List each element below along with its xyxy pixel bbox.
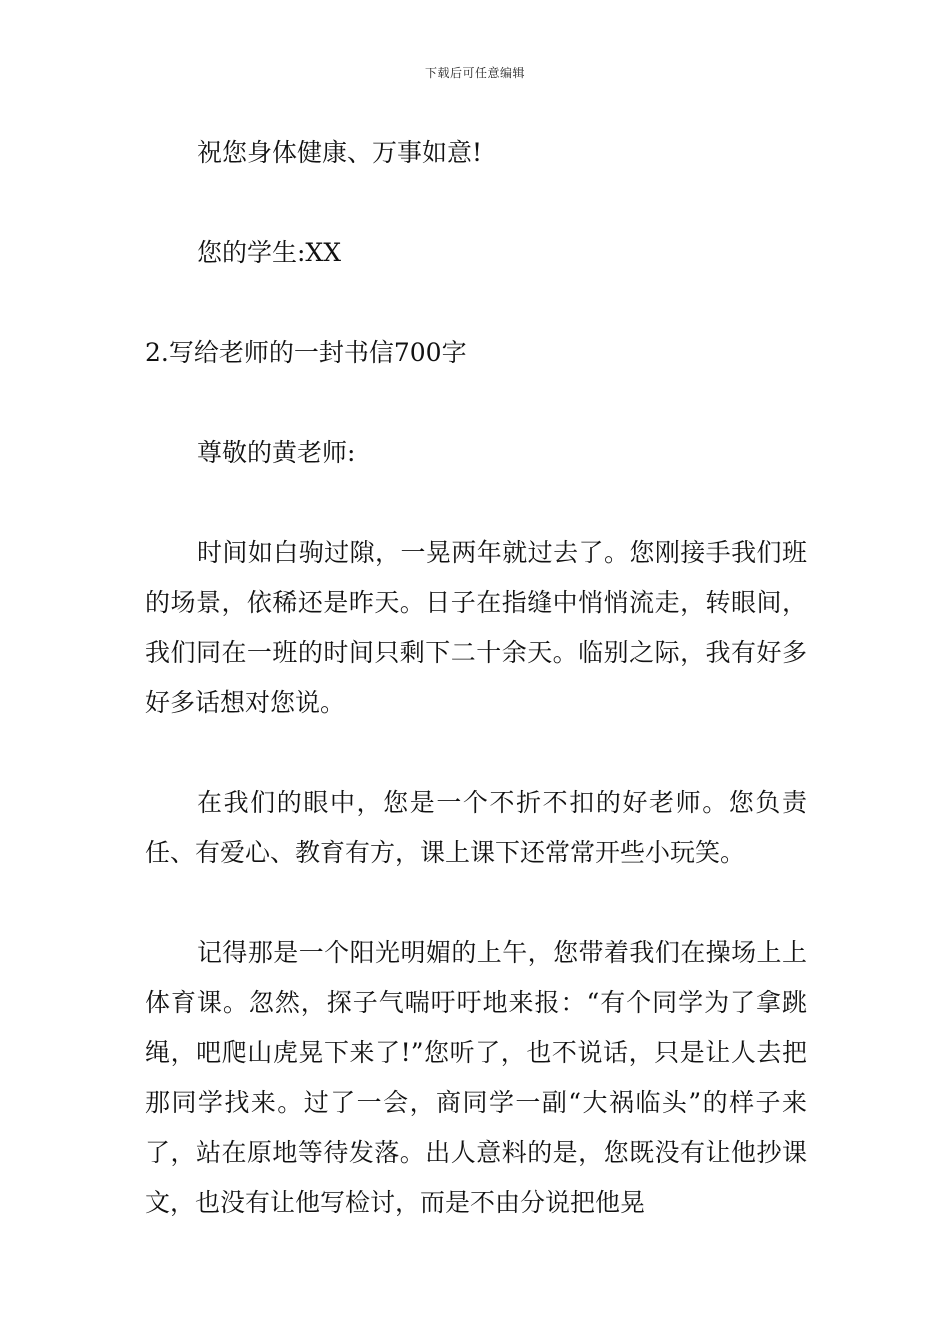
- body-paragraph-2: 在我们的眼中，您是一个不折不扣的好老师。您负责任、有爱心、教育有方，课上课下还常常开些小玩笑。: [145, 788, 807, 867]
- document-body: [145, 128, 807, 1228]
- signature: 您的学生:XX: [197, 238, 342, 267]
- salutation: 尊敬的黄老师:: [197, 438, 356, 467]
- page-header: 下载后可任意编辑: [424, 66, 525, 80]
- body-paragraph-3: 记得那是一个阳光明媚的上午，您带着我们在操场上上体育课。忽然，探子气喘吁吁地来报：“有个同学为了拿跳绳，吧爬山虎晃下来了!”您听了，也不说话，只是让人去把那同学找来。过了一会，商同学一副“大祸临头”的样子来了，站在原地等待发落。出人意料的是，您既没有让他抄课文，也没有让他写检讨，而是不由分说把他晃: [145, 938, 807, 1217]
- body-paragraph-1: 时间如白驹过隙，一晃两年就过去了。您刚接手我们班的场景，依稀还是昨天。日子在指缝中悄悄流走，转眼间，我们同在一班的时间只剩下二十余天。临别之际，我有好多好多话想对您说。: [145, 538, 807, 717]
- closing-wish: 祝您身体健康、万事如意!: [197, 138, 483, 167]
- section-heading: 2.写给老师的一封书信700字: [145, 338, 467, 367]
